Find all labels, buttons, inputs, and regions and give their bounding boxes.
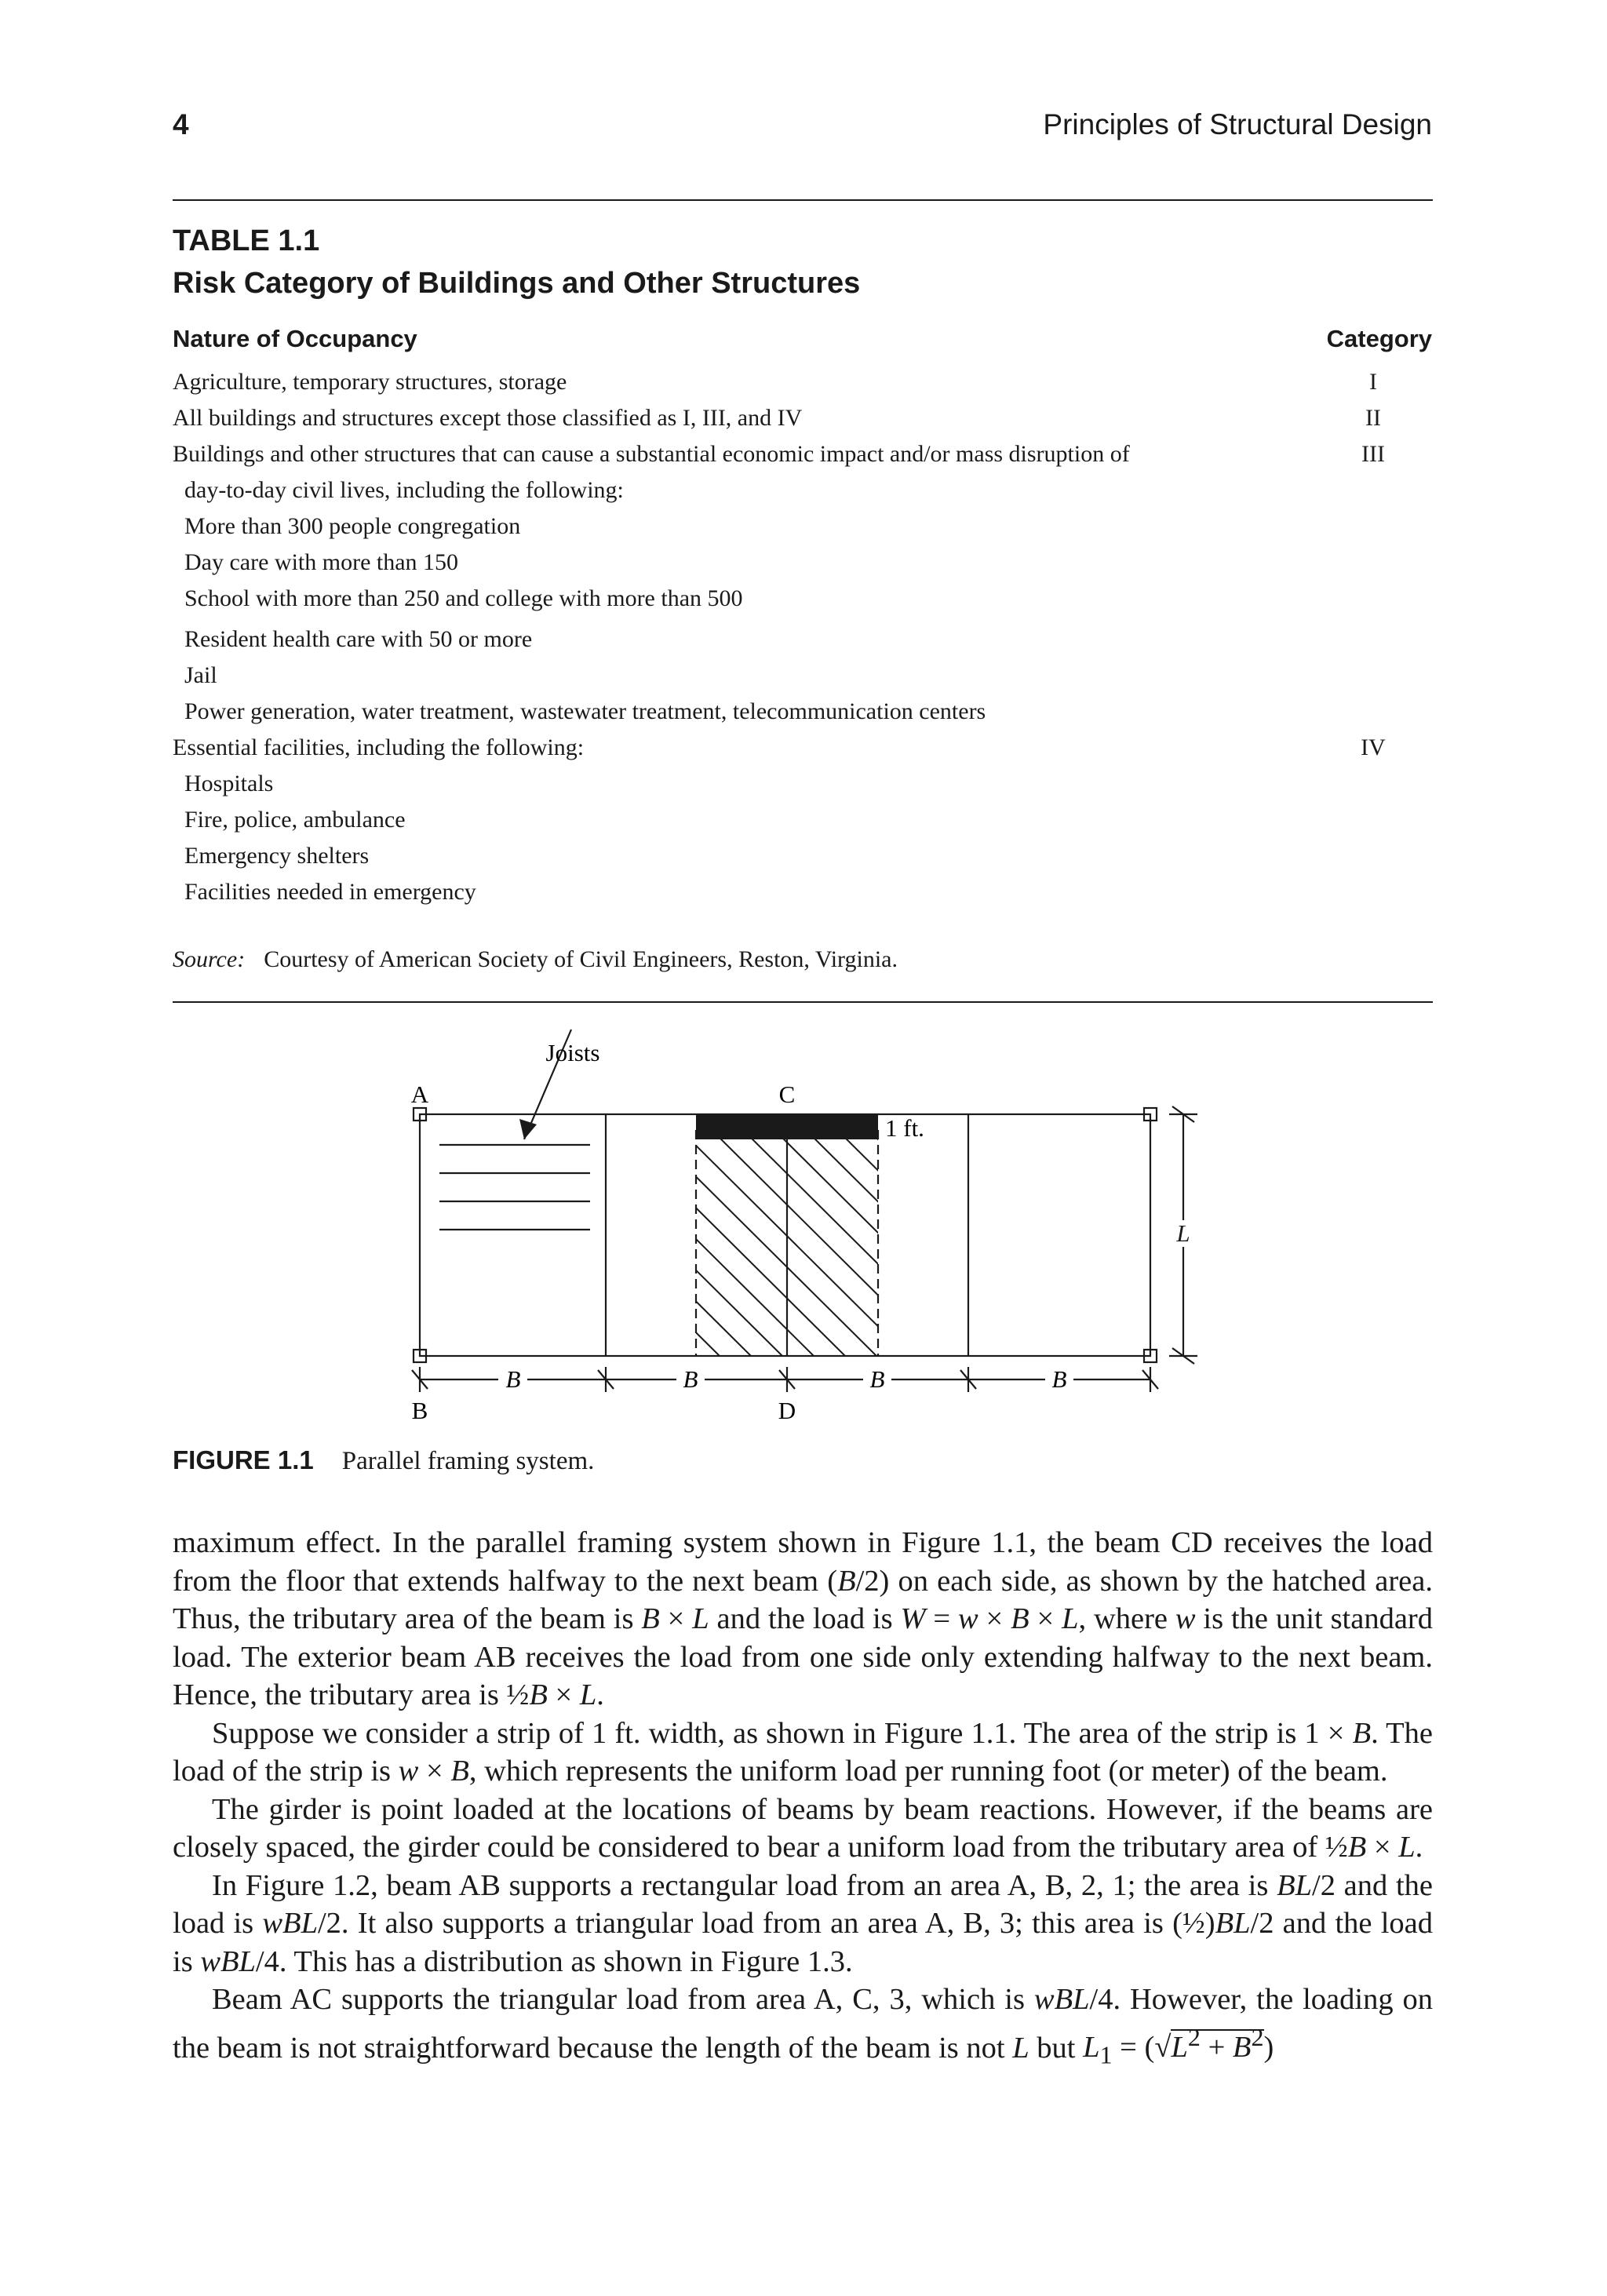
label-d: D (778, 1397, 796, 1424)
table-bottom-rule (173, 1001, 1433, 1003)
category-value: IV (1361, 734, 1386, 760)
label-l: L (1176, 1219, 1190, 1247)
label-b: B (411, 1397, 428, 1424)
table-row: Day care with more than 150 (184, 549, 459, 575)
table-row: All buildings and structures except those classified as I, III, and IV (173, 405, 803, 431)
hatch-line (900, 1130, 1128, 1356)
paragraph: Beam AC supports the triangular load from area A, C, 3, which is wBL/4. However, the loading on the beam is not straightforward because the length of the beam is not L but $L_1 = (√L^2 + B^2)$ (173, 1983, 1433, 2070)
column-header-nature: Nature of Occupancy (173, 325, 417, 352)
hatch-line (680, 1130, 908, 1356)
category-value: I (1369, 369, 1377, 395)
figure-label: FIGURE 1.1 (173, 1445, 314, 1474)
floor-outline (420, 1114, 1150, 1356)
tributary-hatching (461, 1130, 1128, 1356)
hatch-line (837, 1130, 1065, 1356)
header-rule (173, 199, 1433, 201)
hatch-line (555, 1130, 782, 1356)
paragraph: The girder is point loaded at the locations of beams by beam reactions. However, if the beams are closely spaced, the girder could be considered to bear a uniform load from the tributary area of ½B × L. (173, 1792, 1433, 1864)
hatch-line (869, 1130, 1096, 1356)
column-header-category: Category (1326, 325, 1432, 352)
spacing-label: B (869, 1365, 885, 1393)
table-source (173, 946, 898, 973)
hatch-line (618, 1130, 845, 1356)
spacing-label: B (505, 1365, 521, 1393)
body-text (173, 1524, 1433, 2075)
running-title: Principles of Structural Design (1043, 108, 1432, 140)
label-joists: Joists (545, 1039, 600, 1066)
table-row: Power generation, water treatment, wastewater treatment, telecommunication centers (184, 698, 986, 724)
length-equation: $L_1 = (√L^2 + B^2)$ (1083, 2023, 1274, 2070)
spacing-label: B (1051, 1365, 1067, 1393)
table-title: Risk Category of Buildings and Other Structures (173, 267, 861, 300)
source-text: Courtesy of American Society of Civil Engineers, Reston, Virginia. (264, 946, 898, 972)
paragraph: Suppose we consider a strip of 1 ft. width, as shown in Figure 1.1. The area of the strip is 1 × B. The load of the strip is w × B, which represents the uniform load per running foot (or meter) of the beam. (173, 1716, 1433, 1788)
paragraph: maximum effect. In the parallel framing system shown in Figure 1.1, the beam CD receives the load from the floor that extends halfway to the next beam (B/2) on each side, as shown by the hatched area. Thus, the tributary area of the beam is B × L and the load is W = w × B × L, where w is the unit standard load. The exterior beam AB receives the load from one side only extending halfway to the next beam. Hence, the tributary area is ½B × L. (173, 1526, 1433, 1711)
table-row: Essential facilities, including the following: (173, 734, 585, 760)
table-row: Fire, police, ambulance (184, 807, 406, 833)
one-foot-strip (696, 1114, 878, 1139)
page-number: 4 (173, 108, 189, 140)
table-row: More than 300 people congregation (184, 513, 521, 539)
framing-diagram (0, 1020, 1607, 1444)
arrowhead (519, 1119, 537, 1139)
hatch-line (523, 1130, 751, 1356)
label-c: C (778, 1081, 796, 1108)
table-row: Facilities needed in emergency (184, 879, 476, 905)
hatch-line (586, 1130, 814, 1356)
hatch-line (806, 1130, 1033, 1356)
label-a: A (410, 1081, 429, 1108)
figure-caption-text: Parallel framing system. (341, 1447, 595, 1475)
category-value: II (1365, 405, 1381, 431)
figure-caption (173, 1445, 594, 1476)
table-label: TABLE 1.1 (173, 224, 320, 257)
label-strip: 1 ft. (885, 1114, 924, 1142)
table-row: School with more than 250 and college with more than 500 (184, 585, 743, 611)
table-row: Jail (184, 662, 217, 688)
source-label: Source: (173, 946, 246, 972)
table-row: Resident health care with 50 or more (184, 626, 533, 652)
table-row: Buildings and other structures that can cause a substantial economic impact and/or mass disruption of (173, 441, 1130, 467)
paragraph: In Figure 1.2, beam AB supports a rectangular load from an area A, B, 2, 1; the area is BL/2 and the load is wBL/2. It also supports a triangular load from an area A, B, 3; this area is (½)BL/2 and the load is wBL/4. This has a distribution as shown in Figure 1.3. (173, 1868, 1433, 1978)
spacing-label: B (683, 1365, 698, 1393)
table-row: Emergency shelters (184, 843, 370, 869)
category-value: III (1361, 441, 1385, 467)
hatch-line (712, 1130, 939, 1356)
hatch-line (743, 1130, 971, 1356)
hatch-line (649, 1130, 876, 1356)
table-row: day-to-day civil lives, including the following: (184, 477, 624, 503)
hatch-line (461, 1130, 688, 1356)
table-row: Agriculture, temporary structures, storage (173, 369, 567, 395)
table-row: Hospitals (184, 771, 274, 796)
